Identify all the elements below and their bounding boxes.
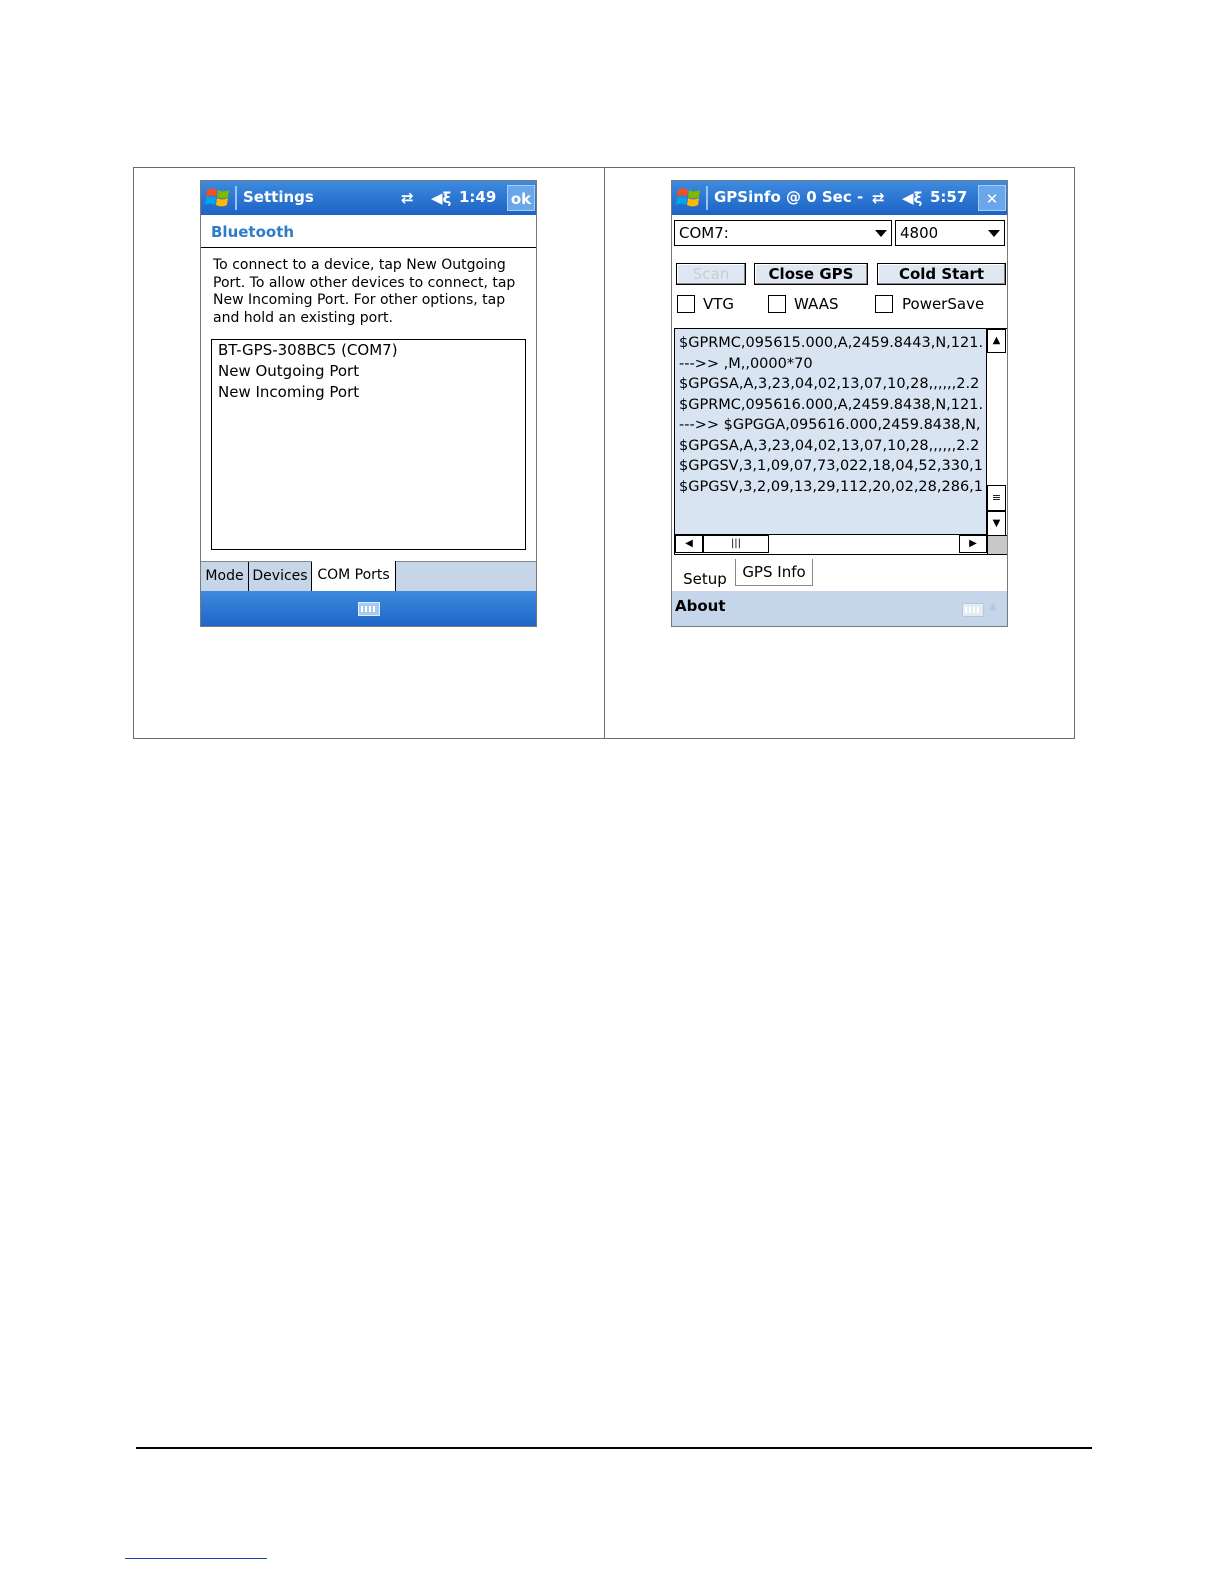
log-line: --->> ,M,,0000*70	[679, 355, 813, 372]
baud-select-value: 4800	[900, 224, 939, 242]
tab-setup[interactable]: Setup	[683, 570, 727, 588]
port-select-value: COM7:	[679, 224, 729, 242]
tab-devices[interactable]: Devices	[249, 562, 312, 591]
log-lines	[679, 333, 983, 497]
clock[interactable]: 1:49	[459, 188, 497, 206]
vtg-label: VTG	[703, 295, 735, 313]
waas-checkbox[interactable]	[768, 295, 786, 313]
gpsinfo-screen	[671, 180, 1008, 627]
tab-com-ports[interactable]: COM Ports	[312, 561, 396, 592]
port-list[interactable]	[211, 339, 526, 550]
close-icon[interactable]: ✕	[978, 185, 1006, 211]
ok-button[interactable]: ok	[507, 185, 535, 211]
scroll-up-icon[interactable]: ▲	[987, 329, 1006, 353]
baud-select[interactable]	[895, 220, 1005, 246]
list-item[interactable]: New Outgoing Port	[218, 362, 360, 380]
tab-strip	[201, 561, 536, 591]
scroll-down-icon[interactable]: ▼	[987, 511, 1006, 536]
waas-label: WAAS	[794, 295, 839, 313]
scan-button[interactable]: Scan	[676, 263, 746, 285]
chevron-down-icon	[875, 230, 887, 237]
nmea-log[interactable]	[674, 328, 1008, 555]
powersave-checkbox[interactable]	[875, 295, 893, 313]
title-separator	[235, 186, 237, 210]
connectivity-icon[interactable]: ⇄	[872, 189, 885, 207]
vtg-checkbox[interactable]	[677, 295, 695, 313]
window-title: GPSinfo @ 0 Sec -	[714, 188, 864, 206]
tab-mode[interactable]: Mode	[201, 562, 249, 591]
horizontal-scrollbar[interactable]	[675, 534, 987, 554]
log-line: $GPGSV,3,2,09,13,29,112,20,02,28,286,1	[679, 478, 983, 495]
log-line: $GPRMC,095615.000,A,2459.8443,N,121.	[679, 335, 983, 351]
section-title: Bluetooth	[211, 223, 295, 241]
windows-start-icon[interactable]	[676, 186, 702, 210]
volume-muted-icon[interactable]: ◀ξ	[902, 189, 923, 207]
log-line: $GPGSA,A,3,23,04,02,13,07,10,28,,,,,,2.2	[679, 376, 980, 392]
volume-muted-icon[interactable]: ◀ξ	[431, 189, 452, 207]
list-item[interactable]: BT-GPS-308BC5 (COM7)	[218, 341, 398, 359]
settings-screen	[200, 180, 537, 627]
section-divider	[201, 247, 536, 248]
chevron-down-icon	[988, 230, 1000, 237]
cold-start-button[interactable]: Cold Start	[877, 263, 1006, 285]
instructions-text: To connect to a device, tap New Outgoing Port. To allow other devices to connect, tap New Incoming Port. For other options, tap and hold an existing port.	[213, 257, 516, 326]
log-line: $GPGSV,3,1,09,07,73,022,18,04,52,330,1	[679, 458, 983, 474]
scroll-thumb[interactable]: |||	[703, 535, 769, 553]
port-select[interactable]	[674, 220, 892, 246]
log-line: $GPRMC,095616.000,A,2459.8438,N,121.	[679, 396, 983, 413]
connectivity-icon[interactable]: ⇄	[401, 189, 414, 207]
footer-rule	[136, 1447, 1092, 1449]
scroll-corner	[987, 535, 1007, 554]
list-item[interactable]: New Incoming Port	[218, 383, 360, 401]
scroll-left-icon[interactable]: ◀	[675, 535, 703, 553]
window-title: Settings	[243, 188, 314, 206]
keyboard-icon[interactable]	[358, 602, 380, 616]
powersave-label: PowerSave	[902, 295, 985, 313]
table-divider	[604, 168, 605, 738]
keyboard-icon[interactable]	[962, 603, 984, 617]
footnote-rule	[125, 1558, 267, 1559]
tab-gps-info[interactable]: GPS Info	[735, 559, 813, 586]
vertical-scrollbar[interactable]	[986, 329, 1007, 536]
scroll-right-icon[interactable]: ▶	[959, 535, 987, 553]
title-separator	[706, 186, 708, 210]
title-bar	[201, 181, 536, 215]
windows-start-icon[interactable]	[205, 186, 231, 210]
log-line: --->> $GPGGA,095616.000,2459.8438,N,	[679, 417, 981, 433]
scroll-thumb[interactable]: ≡	[987, 485, 1006, 511]
menu-bar	[201, 591, 536, 627]
close-gps-button[interactable]: Close GPS	[754, 263, 868, 285]
about-menu[interactable]: About	[675, 597, 726, 615]
chevron-up-icon[interactable]: ▲	[989, 601, 997, 612]
menu-bar	[672, 591, 1007, 627]
clock[interactable]: 5:57	[930, 188, 968, 206]
title-bar	[672, 181, 1007, 215]
log-line: $GPGSA,A,3,23,04,02,13,07,10,28,,,,,,2.2	[679, 437, 980, 454]
